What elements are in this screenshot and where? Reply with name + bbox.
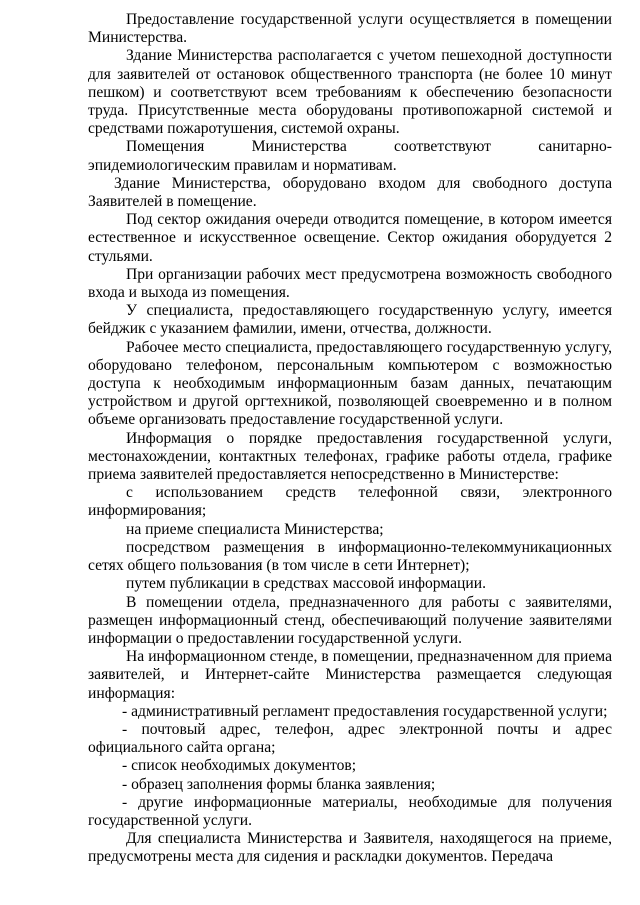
list-item-media: путем публикации в средствах массовой информации. xyxy=(126,575,486,593)
paragraph-8: Рабочее место специалиста, предоставляющего государственную услугу, оборудовано телефоном, персональным компьютером с возможностью доступа к необходимым информационным базам данных, печатающим устройством и другой оргтехникой, позволяющей своевременно и в полном объеме организовать предоставление государственной услуги. xyxy=(88,338,612,429)
list-item-phone-info: с использованием средств телефонной связи, электронного информирования; xyxy=(88,484,612,520)
list-item-regulation: - административный регламент предоставления государственной услуги; xyxy=(122,702,608,720)
paragraph-12: Для специалиста Министерства и Заявителя, находящегося на приеме, предусмотрены места для сидения и раскладки документов. Передача xyxy=(88,830,612,866)
paragraph-10: В помещении отдела, предназначенного для работы с заявителями, размещен информационный стенд, обеспечивающий получение заявителями информации о предоставлении государственной услуги. xyxy=(88,593,612,647)
list-item-reception: на приеме специалиста Министерства; xyxy=(126,520,384,538)
paragraph-9: Информация о порядке предоставления государственной услуги, местонахождении, контактных телефонах, графике работы отдела, графике приема заявителей предоставляется непосредственно в Министерстве: xyxy=(88,429,612,484)
list-item-other-materials: - другие информационные материалы, необходимые для получения государственной услуги. xyxy=(88,793,612,829)
paragraph-4: Здание Министерства, оборудовано входом для свободного доступа Заявителей в помещение. xyxy=(88,174,612,211)
paragraph-1: Предоставление государственной услуги осуществляется в помещении Министерства. xyxy=(88,11,612,47)
paragraph-11: На информационном стенде, в помещении, предназначенном для приема заявителей, и Интернет-сайте Министерства размещается следующая информация: xyxy=(88,648,612,702)
list-item-address: - почтовый адрес, телефон, адрес электронной почты и адрес официального сайта органа; xyxy=(88,720,612,757)
list-item-internet: посредством размещения в информационно-телекоммуникационных сетях общего пользования (в том числе в сети Интернет); xyxy=(88,538,612,575)
paragraph-2: Здание Министерства располагается с учетом пешеходной доступности для заявителей от остановок общественного транспорта (не более 10 минут пешком) и соответствуют всем требованиям к обеспечению безопасности труда. Присутственные места оборудованы противопожарной системой и средствами пожаротушения, системой охраны. xyxy=(88,47,612,138)
paragraph-5: Под сектор ожидания очереди отводится помещение, в котором имеется естественное и искусственное освещение. Сектор ожидания оборудуется 2 стульями. xyxy=(88,211,612,265)
paragraph-6: При организации рабочих мест предусмотрена возможность свободного входа и выхода из помещения. xyxy=(88,265,612,302)
list-item-form-sample: - образец заполнения формы бланка заявления; xyxy=(122,775,436,793)
list-item-documents: - список необходимых документов; xyxy=(122,757,357,775)
paragraph-7: У специалиста, предоставляющего государственную услугу, имеется бейджик с указанием фамилии, имени, отчества, должности. xyxy=(88,302,612,338)
paragraph-3: Помещения Министерства соответствуют санитарно-эпидемиологическим правилам и нормативам. xyxy=(88,138,612,174)
